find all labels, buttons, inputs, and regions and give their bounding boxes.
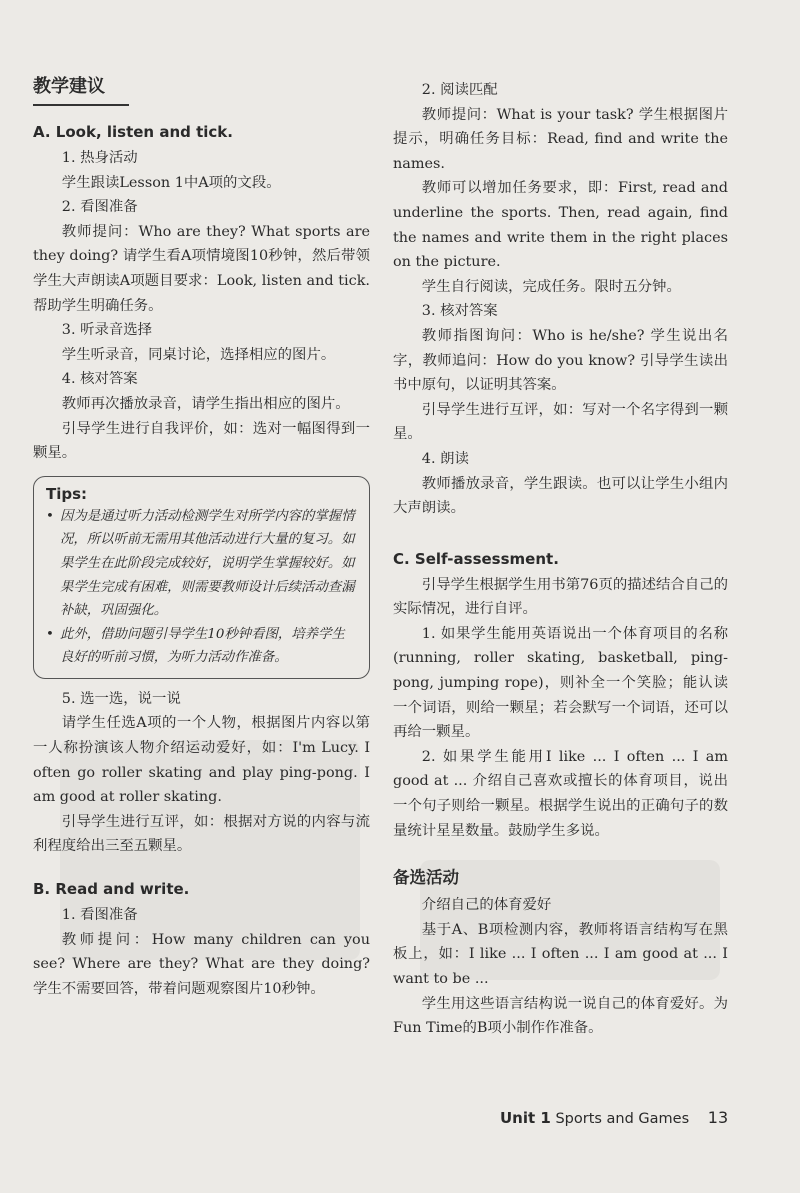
paragraph: 基于A、B项检测内容，教师将语言结构写在黑板上，如：I like ... I often ... I am good at ... I want to be ...	[393, 921, 728, 987]
paragraph: 教师指图询问：Who is he/she? 学生说出名字，教师追问：How do you know? 引导学生读出书中原句，以证明其答案。	[393, 327, 728, 394]
tip-item	[46, 505, 357, 623]
tip-text: 此外，借助问题引导学生10秒钟看图，培养学生良好的听前习惯，为听力活动作准备。	[60, 626, 345, 666]
page-footer	[500, 1108, 740, 1127]
tips-title: Tips:	[46, 484, 88, 503]
paragraph: 2. 如果学生能用I like ... I often ... I am good at ... 介绍自己喜欢或擅长的体育项目，说出一个句子则给一颗星。根据学生说出的正确句子的数量统计星星数量。鼓励学生多说。	[393, 748, 728, 839]
section-a-body	[33, 146, 370, 466]
section-b-continued	[393, 78, 728, 521]
section-a-title: A. Look, listen and tick.	[33, 123, 233, 141]
step-label: 4. 朗读	[421, 450, 469, 467]
step-label: 4. 核对答案	[61, 371, 138, 388]
footer-unit: Unit 1	[500, 1109, 551, 1127]
paragraph: 教师提问：Who are they? What sports are they doing? 请学生看A项情境图10秒钟，然后带领学生大声朗读A项题目要求：Look, listen and tick. 帮助学生明确任务。	[33, 223, 370, 314]
page-number: 13	[707, 1108, 729, 1127]
after-tips-body	[33, 687, 370, 859]
section-b-body	[33, 903, 370, 1001]
paragraph: 学生自行阅读，完成任务。限时五分钟。	[421, 278, 681, 295]
right-column	[393, 78, 728, 1041]
paragraph: 引导学生进行互评，如：写对一个名字得到一颗星。	[393, 401, 728, 443]
step-label: 3. 核对答案	[421, 303, 498, 320]
tips-box	[33, 476, 370, 679]
step-label: 1. 热身活动	[61, 150, 138, 166]
alternative-activity-body	[393, 893, 728, 1041]
step-label: 5. 选一选，说一说	[61, 690, 181, 707]
footer-title: Sports and Games	[555, 1111, 690, 1127]
section-c-body	[393, 573, 728, 844]
paragraph: 引导学生进行互评，如：根据对方说的内容与流利程度给出三至五颗星。	[33, 813, 370, 855]
section-c-title: C. Self-assessment.	[393, 549, 559, 568]
step-label: 2. 阅读匹配	[421, 82, 498, 98]
left-column	[33, 72, 370, 1001]
paragraph: 学生用这些语言结构说一说自己的体育爱好。为Fun Time的B项小制作作准备。	[393, 995, 728, 1037]
tip-text: 因为是通过听力活动检测学生对所学内容的掌握情况，所以听前无需用其他活动进行大量的复习。如果学生在此阶段完成较好，说明学生掌握较好。如果学生完成有困难，则需要教师设计后续活动查漏补缺，巩固强化。	[60, 508, 355, 619]
alternative-activity-title: 备选活动	[393, 868, 459, 888]
section-b-title: B. Read and write.	[33, 880, 190, 899]
step-label: 1. 看图准备	[61, 907, 138, 924]
paragraph: 教师可以增加任务要求，即：First, read and underline the sports. Then, read again, find the names and write them in the right places on the picture.	[393, 180, 728, 271]
paragraph: 引导学生根据学生用书第76页的描述结合自己的实际情况，进行自评。	[393, 576, 728, 618]
step-label: 介绍自己的体育爱好	[421, 897, 552, 914]
bullet-icon: •	[46, 626, 54, 642]
bullet-icon: •	[46, 508, 54, 524]
paragraph: 1. 如果学生能用英语说出一个体育项目的名称 (running, roller skating, basketball, ping-pong, jumping rope)，则补全一个笑脸；能认读一个词语，则给一颗星；若会默写一个词语，还可以再给一颗星。	[393, 625, 728, 741]
paragraph: 引导学生进行自我评价，如：选对一幅图得到一颗星。	[33, 420, 370, 462]
paragraph: 学生跟读Lesson 1中A项的文段。	[61, 174, 281, 191]
step-label: 3. 听录音选择	[61, 322, 153, 339]
paragraph: 教师播放录音，学生跟读。也可以让学生小组内大声朗读。	[393, 475, 728, 517]
step-label: 2. 看图准备	[61, 199, 138, 216]
paragraph: 学生听录音，同桌讨论，选择相应的图片。	[61, 346, 336, 363]
paragraph: 教师提问：What is your task? 学生根据图片提示，明确任务目标：Read, find and write the names.	[393, 106, 728, 172]
tip-item	[46, 623, 357, 670]
paragraph: 请学生任选A项的一个人物，根据图片内容以第一人称扮演该人物介绍运动爱好，如：I'm Lucy. I often go roller skating and play ping-pong. I am good at roller skating.	[33, 715, 370, 806]
section-heading-teaching-suggestions: 教学建议	[33, 72, 129, 106]
paragraph: 教师提问：How many children can you see? Where are they? What are they doing? 学生不需要回答，带着问题观察图片10秒钟。	[33, 931, 370, 997]
paragraph: 教师再次播放录音，请学生指出相应的图片。	[61, 395, 350, 412]
